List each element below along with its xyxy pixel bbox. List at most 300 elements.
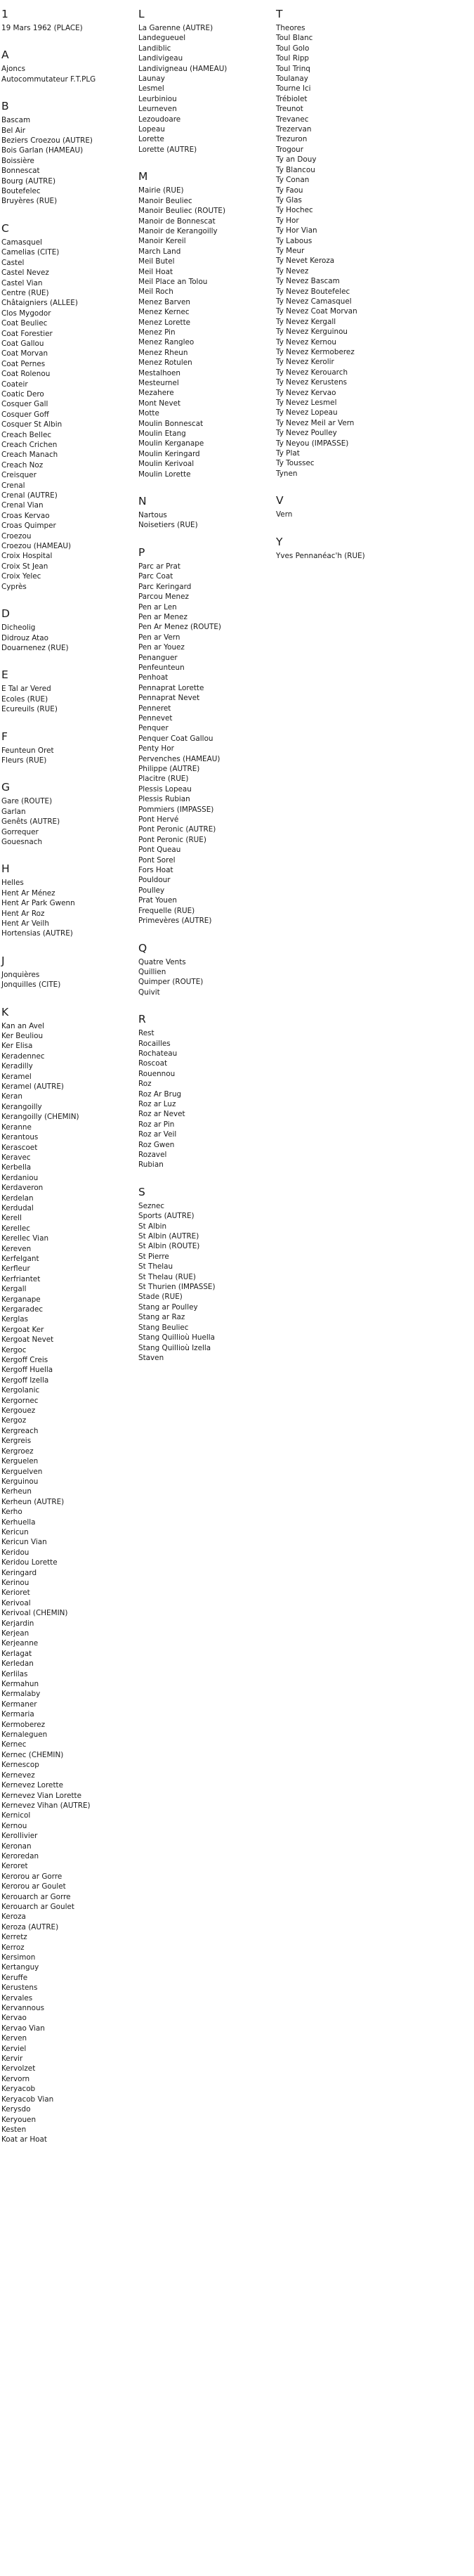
place-name-item: Keroret [1,1862,28,1871]
section-g [1,780,135,847]
place-name-item: Roz ar Veil [138,1130,177,1139]
place-name-item: Mestalhoen [138,368,181,377]
place-name-item: Jonquilles (CITE) [1,980,61,990]
place-name-item: St Albin (AUTRE) [138,1232,199,1241]
place-name-item: Ty Toussec [276,459,315,468]
place-name-item: Roz ar Luz [138,1099,176,1108]
place-name-item: Kerlilas [1,1669,28,1678]
place-name-item: Bonnescat [1,167,40,176]
place-name-item: Croix Hospital [1,552,53,561]
section-letter-heading: N [138,495,147,508]
place-name-item: Menez Pin [138,328,176,337]
place-name-item: Moulin Kerganape [138,439,204,448]
place-name-item: Koat ar Hoat [1,2135,47,2144]
place-name-item: Coatic Dero [1,389,44,399]
section-letter-heading: J [1,954,5,967]
section-b [1,99,135,207]
place-name-item: Creisquer [1,471,37,480]
place-name-item: Kericun Vian [1,1538,47,1547]
place-name-item: Penneret [138,704,171,713]
place-name-item: Kerglas [1,1315,29,1324]
place-name-item: Launay [138,75,165,84]
place-name-item: Creach Manach [1,451,58,460]
section-letter-heading: A [1,48,9,62]
place-name-item: Fors Hoat [138,866,173,875]
place-name-item: Keradilly [1,1062,33,1071]
place-name-item: Ecoles (RUE) [1,694,48,704]
place-name-item: Moulin Bonnescat [138,419,204,428]
place-name-item: Keroredan [1,1851,39,1860]
place-name-item: Ty Hor Vian [276,226,317,235]
place-name-item: Kericun [1,1527,29,1536]
place-name-item: Manoir de Kerangoilly [138,226,218,235]
section-letter-heading: B [1,100,9,113]
place-name-item: Pen ar Len [138,602,177,611]
section-letter-heading: P [138,545,145,559]
place-name-item: Kermahun [1,1680,39,1689]
place-name-item: Quatre Vents [138,957,186,966]
section-letter-heading: Y [276,535,283,548]
place-name-item: Penquer [138,724,169,733]
place-name-item: Ajoncs [1,65,26,74]
place-name-item: E Tal ar Vered [1,685,51,694]
place-name-item: Kerhuella [1,1517,36,1527]
section-p [138,545,272,926]
place-name-item: Creach Bellec [1,430,52,439]
place-name-item: Didrouz Atao [1,633,48,642]
place-name-item: Keradennec [1,1051,45,1061]
place-name-item: Kergoz [1,1416,27,1425]
place-name-item: Ty Nevez Meil ar Vern [276,418,355,427]
place-name-item: Keroza (AUTRE) [1,1922,59,1931]
place-name-item: Penty Hor [138,744,174,753]
place-name-item: Coateir [1,380,28,389]
place-name-item: Kergreach [1,1426,39,1435]
place-name-item: Coat Forestier [1,329,53,338]
place-name-item: Bois Garlan (HAMEAU) [1,146,84,155]
place-name-item: Kerheun [1,1487,32,1496]
place-name-item: Coat Gallou [1,339,44,348]
section-letter-heading: C [1,221,9,235]
place-name-item: Kerganape [1,1295,41,1304]
section-letter-heading: 1 [1,8,8,20]
section-y [276,535,409,561]
place-name-item: Kerysdo [1,2105,31,2114]
place-name-item: Theores [276,24,305,32]
place-name-item: Keridou Lorette [1,1558,58,1567]
place-name-item: Creach Crichen [1,441,58,449]
place-name-item: Kervorn [1,2074,30,2083]
place-name-item: Keranne [1,1122,32,1132]
place-name-item: Rocailles [138,1039,171,1048]
place-name-item: Kermalaby [1,1690,41,1699]
place-name-item: Pen ar Menez [138,612,187,621]
place-name-item: Kerfelgant [1,1254,39,1263]
place-name-item: Pennevet [138,713,173,723]
column-2 [138,7,272,1378]
place-name-item: Moulin Kerivoal [138,460,195,469]
place-name-item: Kerguelven [1,1467,43,1476]
place-name-item: Manoir Beuliec (ROUTE) [138,207,226,216]
place-name-item: Penfeunteun [138,663,185,672]
place-name-item: Lorette [138,135,164,144]
place-name-item: Ecureuils (RUE) [1,705,58,714]
section-k [1,1005,135,2145]
place-name-item: Kervales [1,1993,33,2002]
place-name-item: Kerell [1,1214,22,1223]
section-letter-heading: S [138,1185,145,1198]
place-name-item: Autocommutateur F.T.PLG [1,75,96,84]
section-letter-heading: L [138,8,145,20]
column-3 [276,7,409,576]
place-name-item: Stang Quillioù Izella [138,1343,211,1352]
place-name-item: Quillien [138,967,166,976]
place-name-item: Kernevez [1,1771,35,1780]
place-name-item: Ty Nevez Boutefelec [276,287,350,296]
place-name-item: Kan an Avel [1,1021,45,1030]
place-name-item: Yves Pennanéac'h (RUE) [276,551,365,560]
place-name-item: Roscoat [138,1059,168,1068]
place-name-item: Pennaprat Lorette [138,683,204,692]
place-name-item: Croix Yelec [1,572,41,581]
section-h [1,862,135,938]
place-name-item: Ker Elisa [1,1042,33,1051]
place-name-item: Menez Rangleo [138,338,195,347]
place-name-item: Tynen [276,469,298,478]
place-name-item: St Pierre [138,1252,169,1261]
place-name-item: Crenal [1,481,25,490]
place-name-item: Kerivoal (CHEMIN) [1,1609,68,1618]
place-name-item: St Thurien (IMPASSE) [138,1283,216,1292]
place-name-item: Kerviel [1,2044,27,2053]
place-name-item: Pervenches (HAMEAU) [138,754,220,763]
place-name-item: Trezervan [276,125,312,134]
place-name-item: Kerorou ar Gorre [1,1872,62,1881]
place-name-item: Kerorou ar Goulet [1,1882,66,1891]
place-name-item: Ker Beuliou [1,1032,44,1041]
place-name-item: Landivigneau (HAMEAU) [138,64,228,73]
place-name-item: March Land [138,247,181,256]
place-name-item: Plessis Rubian [138,795,190,804]
place-name-item: Ty Labous [276,236,312,245]
place-name-item: Kerho [1,1508,22,1517]
place-name-item: Ty Nevez Lesmel [276,399,337,408]
place-name-item: Ty Nevez Kerguinou [276,328,348,337]
place-name-item: Hent Ar Veilh [1,919,49,928]
place-name-item: Rochateau [138,1049,178,1058]
place-name-item: Genêts (AUTRE) [1,817,60,827]
place-name-item: Meil Place an Tolou [138,277,208,286]
place-name-item: Croezou [1,531,32,541]
place-name-item: Kertanguy [1,1963,39,1972]
place-name-item: Crenal (AUTRE) [1,491,58,500]
place-name-item: Keryouen [1,2115,37,2124]
place-name-item: Keroza [1,1912,26,1922]
place-name-item: Kerledan [1,1659,34,1669]
place-name-item: Kergoc [1,1345,27,1354]
place-name-item: Fleurs (RUE) [1,756,47,765]
place-name-item: Keramel (AUTRE) [1,1082,64,1092]
place-name-item: Lesmel [138,84,164,93]
place-name-item: Menez Barven [138,297,190,306]
section-l [138,7,272,155]
place-name-item: Toul Trinq [276,64,310,73]
place-name-item: Kerjean [1,1629,29,1638]
place-name-item: Keryacob [1,2085,36,2094]
place-name-item: Kervannous [1,2004,45,2013]
section-1 [1,7,135,33]
place-name-item: Keridou [1,1548,29,1557]
place-name-item: Ty Nevez Kerolir [276,358,334,367]
place-name-item: Ty Nevez Poulley [276,429,337,438]
place-name-item: Croas Quimper [1,522,56,531]
place-name-item: Gare (ROUTE) [1,797,53,806]
place-name-item: Kernicol [1,1811,31,1820]
section-letter-heading: G [1,781,11,794]
place-name-item: Mesteurnel [138,379,179,387]
place-name-item: Bascam [1,116,31,125]
section-a [1,48,135,84]
place-name-item: Jonquières [1,970,40,979]
place-name-item: Roz [138,1080,152,1089]
place-name-item: Clos Mygodor [1,309,51,318]
place-name-item: Trébiolet [276,94,308,103]
section-q [138,941,272,998]
place-name-item: Keringard [1,1568,37,1577]
place-name-item: Kerdudal [1,1203,34,1212]
place-name-item: Coat Pernes [1,359,46,368]
place-name-item: Helles [1,879,24,888]
place-name-item: Kergoff Creis [1,1356,48,1365]
place-name-item: Kervolzet [1,2064,36,2073]
section-c [1,221,135,592]
place-name-item: Kergolanic [1,1386,40,1395]
place-name-item: Kerouarch ar Gorre [1,1892,71,1901]
place-name-item: Kerlagat [1,1649,32,1658]
section-letter-heading: D [1,607,10,621]
place-name-item: Keryacob Vian [1,2095,54,2104]
place-name-item: Rouennou [138,1069,176,1078]
place-name-item: Ty Plat [276,449,300,458]
section-s [138,1185,272,1364]
place-name-item: Cosquer Gall [1,400,48,409]
place-name-item: Lezoudoare [138,115,181,124]
place-name-item: Kergornec [1,1396,39,1405]
place-name-item: Ty Faou [276,186,303,195]
place-name-item: Ty Conan [276,176,310,185]
place-name-item: Ty Hor [276,216,299,225]
place-name-item: Castel Nevez [1,268,49,278]
place-name-item: Meil Butel [138,257,175,266]
place-name-item: Centre (RUE) [1,288,49,297]
place-name-item: Pommiers (IMPASSE) [138,805,214,814]
place-name-item: Gouesnach [1,837,43,846]
place-name-item: Penanguer [138,653,178,662]
place-name-item: Bourg (AUTRE) [1,176,56,186]
place-name-item: Lopeau [138,125,165,134]
place-name-item: Menez Rheun [138,348,188,357]
section-r [138,1012,272,1170]
place-name-item: Rest [138,1029,154,1038]
place-name-item: Parc Keringard [138,582,192,591]
place-name-item: Mairie (RUE) [138,186,184,195]
place-name-item: Kergoff Izella [1,1376,49,1385]
section-e [1,668,135,714]
place-name-item: Kereven [1,1244,32,1253]
place-name-item: Philippe (AUTRE) [138,765,200,773]
place-name-item: Ty Nevet Keroza [276,257,335,266]
place-name-item: Hent Ar Park Gwenn [1,899,75,908]
place-name-item: Pont Sorel [138,855,176,865]
place-name-item: Ty Nevez [276,266,309,276]
place-name-item: Kervao Vian [1,2024,45,2033]
section-m [138,169,272,479]
place-name-item: Pen ar Youez [138,643,185,652]
place-name-item: Kergall [1,1285,27,1294]
place-name-item: Ty Nevez Coat Morvan [276,307,357,316]
place-name-item: Garlan [1,807,26,816]
place-name-item: Douarnenez (RUE) [1,643,69,652]
place-name-item: Kerellec Vian [1,1234,49,1243]
place-name-item: Hent Ar Ménez [1,888,55,898]
place-name-item: St Thelau [138,1262,173,1271]
place-name-item: Kernaleguen [1,1730,48,1740]
place-name-item: Pont Hervé [138,815,179,824]
place-name-item: Keramel [1,1072,32,1081]
place-name-item: Ty Nevez Camasquel [276,297,352,306]
place-name-item: Ty Hochec [276,206,313,215]
place-name-item: Dicheolig [1,623,36,633]
place-name-item: Kernevez Vihan (AUTRE) [1,1801,91,1810]
place-name-item: Pen Ar Menez (ROUTE) [138,623,221,632]
place-name-item: Roz ar Pin [138,1120,175,1129]
section-letter-heading: V [276,494,284,507]
place-name-item: Camasquel [1,238,42,247]
place-name-item: Kerheun (AUTRE) [1,1497,65,1506]
place-name-item: Penhoat [138,673,169,682]
place-name-item: Kervir [1,2054,23,2064]
place-name-item: Stade (RUE) [138,1293,183,1302]
place-name-item: Gorrequer [1,827,39,836]
place-name-item: Trevanec [276,115,309,124]
place-name-item: Leurbiniou [138,94,177,103]
place-name-item: Kernevez Vian Lorette [1,1791,82,1800]
place-name-item: Toulanay [276,75,308,84]
place-name-item: Cosquer Goff [1,410,49,419]
place-name-item: Kersimon [1,1953,36,1962]
section-letter-heading: H [1,862,10,876]
place-name-item: Ty Nevez Kerouarch [276,368,348,377]
section-d [1,607,135,653]
column-1 [1,7,135,2160]
place-name-item: Mont Nevet [138,399,181,408]
place-name-item: Kerfleur [1,1264,30,1274]
place-name-item: Croix St Jean [1,562,48,571]
place-name-item: Kerangoilly (CHEMIN) [1,1113,79,1122]
section-t [276,7,409,479]
place-name-item: Penquer Coat Gallou [138,734,213,743]
place-name-item: Kergoat Ker [1,1325,44,1334]
place-name-item: Kerdaveron [1,1184,44,1193]
place-name-item: Kergaradec [1,1305,44,1314]
place-name-item: Kerguelen [1,1457,39,1466]
place-name-item: Boutefelec [1,187,41,196]
place-name-item: Ty Nevez Kerustens [276,378,348,387]
place-name-item: Trogour [276,145,304,154]
place-name-item: Bruyères (RUE) [1,197,58,206]
place-name-item: Kernescop [1,1761,39,1770]
place-name-item: Castel [1,258,25,267]
place-name-item: Noisetiers (RUE) [138,521,198,530]
place-name-item: St Albin [138,1222,167,1231]
place-name-item: Kergoat Nevet [1,1335,54,1345]
place-name-item: Kerguinou [1,1477,39,1486]
place-name-item: Boissière [1,156,34,165]
place-name-item: Toul Blanc [276,34,313,43]
place-name-item: Ty Nevez Kernou [276,337,336,347]
place-name-item: Moulin Lorette [138,470,191,479]
place-name-item: Moulin Keringard [138,449,200,458]
place-name-item: Landiblic [138,44,171,53]
section-letter-heading: R [138,1013,146,1026]
place-name-item: Trezuron [276,135,308,144]
place-name-item: Staven [138,1353,164,1362]
place-name-item: Lorette (AUTRE) [138,145,197,154]
place-name-item: Kerroz [1,1943,25,1952]
place-name-item: Roz Ar Brug [138,1089,182,1099]
place-name-item: Quivit [138,988,160,997]
place-name-item: Kernec (CHEMIN) [1,1750,64,1759]
place-name-item: Kerellec [1,1224,31,1233]
place-name-item: Landivigeau [138,54,183,63]
place-name-item: Keran [1,1092,22,1101]
place-name-item: Menez Rotulen [138,358,192,368]
place-name-item: Kerouarch ar Goulet [1,1902,74,1911]
place-name-item: Croezou (HAMEAU) [1,542,72,551]
place-name-item: St Thelau (RUE) [138,1272,196,1281]
place-name-item: Ty Nevez Kergall [276,317,336,326]
place-name-item: Pennaprat Nevet [138,694,200,703]
section-f [1,730,135,766]
place-name-item: Primevères (AUTRE) [138,917,212,926]
place-name-item: Kergoff Huella [1,1366,53,1375]
place-name-item: Manoir Kereil [138,237,186,246]
section-letter-heading: K [1,1005,9,1018]
place-name-item: Parc ar Prat [138,562,180,571]
place-name-item: Placitre (RUE) [138,775,189,784]
place-name-item: Kerinou [1,1578,29,1587]
place-name-item: Meil Hoat [138,267,173,276]
place-name-item: Leurneven [138,105,177,114]
place-name-item: Pouldour [138,876,171,885]
place-name-item: Kerioret [1,1588,30,1598]
place-name-item: Kerdaniou [1,1173,39,1182]
section-letter-heading: E [1,668,8,682]
place-name-item: Cosquer St Albin [1,420,62,429]
place-name-item: Roz ar Nevet [138,1110,185,1119]
section-j [1,954,135,990]
place-name-item: Creach Noz [1,460,44,470]
place-name-item: Seznec [138,1201,165,1210]
place-name-item: Ty Nevez Kervao [276,388,336,397]
place-name-item: Kernou [1,1821,27,1830]
place-name-item: Kerascoet [1,1143,38,1152]
place-name-item: Kermaner [1,1700,37,1709]
place-name-item: Ty Neyou (IMPASSE) [276,439,349,448]
section-letter-heading: M [138,170,148,183]
place-name-item: Vern [276,510,293,519]
place-name-item: Feunteun Oret [1,746,54,755]
